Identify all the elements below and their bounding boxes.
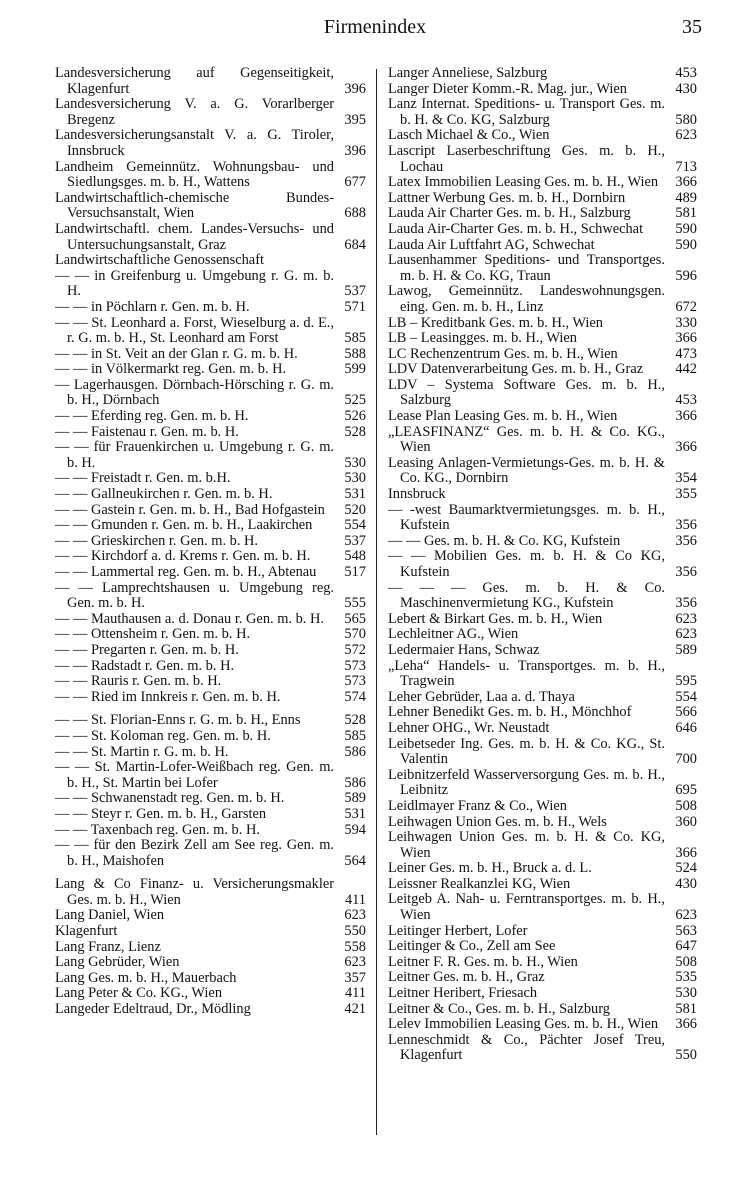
- index-entry: [55, 160, 366, 191]
- index-entry: [388, 206, 697, 222]
- entry-page: 563: [675, 922, 697, 939]
- index-entry: [388, 581, 697, 612]
- index-entry: [55, 877, 366, 908]
- index-entry: [55, 534, 366, 550]
- entry-name: Lanz Internat. Speditions- u. Transport Ges. m. b. H. & Co. KG, Salzburg: [388, 96, 665, 128]
- index-entry: [55, 471, 366, 487]
- index-entry: [55, 838, 366, 869]
- entry-page: 524: [675, 860, 697, 877]
- entry-name: — — Schwanenstadt reg. Gen. m. b. H.: [55, 790, 285, 807]
- index-entry: [55, 222, 366, 253]
- entry-page: 623: [675, 610, 697, 627]
- index-entry: [388, 612, 697, 628]
- index-entry: [55, 760, 366, 791]
- entry-page: 571: [344, 298, 366, 315]
- entry-name: Lehner Benedikt Ges. m. b. H., Mönchhof: [388, 704, 632, 721]
- entry-page: 550: [675, 1047, 697, 1064]
- entry-name: LDV – Systema Software Ges. m. b. H., Salzburg: [388, 376, 665, 409]
- entry-name: Lechleitner AG., Wien: [388, 626, 519, 643]
- entry-name: — — St. Martin-Lofer-Weißbach reg. Gen. m. b. H., St. Martin bei Lofer: [55, 759, 334, 791]
- entry-name: Landesversicherung V. a. G. Vorarlberger Bregenz: [55, 96, 334, 128]
- entry-page: 442: [675, 361, 697, 378]
- entry-name: — — Kirchdorf a. d. Krems r. Gen. m. b. H.: [55, 548, 311, 565]
- index-entry: [388, 1002, 697, 1018]
- index-entry: [55, 97, 366, 128]
- entry-name: — — Radstadt r. Gen. m. b. H.: [55, 657, 235, 674]
- entry-page: 585: [344, 727, 366, 744]
- entry-name: — — Ottensheim r. Gen. m. b. H.: [55, 626, 251, 643]
- entry-name: Landwirtschaftlich-chemische Bundes-Versuchsanstalt, Wien: [55, 189, 334, 222]
- entry-name: Landesversicherung auf Gegenseitigkeit, Klagenfurt: [55, 65, 334, 97]
- entry-page: 672: [675, 298, 697, 315]
- entry-name: Landwirtschaftl. chem. Landes-Versuchs- und Untersuchungsanstalt, Graz: [55, 220, 334, 253]
- entry-name: Leitinger & Co., Zell am See: [388, 938, 556, 955]
- entry-page: 623: [675, 626, 697, 643]
- entry-name: — — Eferding reg. Gen. m. b. H.: [55, 408, 249, 425]
- index-entry: [388, 939, 697, 955]
- entry-name: Lascript Laserbeschriftung Ges. m. b. H., Lochau: [388, 142, 665, 175]
- entry-name: Lease Plan Leasing Ges. m. b. H., Wien: [388, 408, 618, 425]
- entry-page: 453: [675, 65, 697, 81]
- index-entry: [55, 425, 366, 441]
- index-entry: [55, 971, 366, 987]
- index-entry: [388, 238, 697, 254]
- entry-name: — — St. Florian-Enns r. G. m. b. H., Enns: [55, 712, 301, 729]
- index-entry: [388, 861, 697, 877]
- entry-name: Leissner Realkanzlei KG, Wien: [388, 875, 571, 892]
- entry-name: — — Mauthausen a. d. Donau r. Gen. m. b. H.: [55, 610, 324, 627]
- index-entry: [55, 924, 366, 940]
- entry-page: 356: [675, 517, 697, 534]
- entry-page: 570: [344, 626, 366, 643]
- entry-page: 623: [675, 907, 697, 924]
- entry-name: — — für den Bezirk Zell am See reg. Gen. m. b. H., Maishofen: [55, 837, 334, 869]
- entry-page: 623: [675, 127, 697, 144]
- entry-page: 357: [344, 969, 366, 986]
- index-entry: [55, 487, 366, 503]
- entry-name: Lang Peter & Co. KG., Wien: [55, 985, 223, 1002]
- entry-page: 366: [675, 844, 697, 861]
- entry-page: 647: [675, 938, 697, 955]
- entry-page: 590: [675, 236, 697, 253]
- index-entry: [55, 986, 366, 1002]
- entry-page: 355: [675, 486, 697, 503]
- index-entry: [55, 128, 366, 159]
- entry-name: — — Taxenbach reg. Gen. m. b. H.: [55, 821, 260, 838]
- entry-page: 550: [344, 923, 366, 940]
- entry-page: 688: [344, 205, 366, 222]
- index-entry: [55, 791, 366, 807]
- index-entry: [388, 1017, 697, 1033]
- entry-page: 580: [675, 111, 697, 128]
- entry-name: Lauda Air Charter Ges. m. b. H., Salzburg: [388, 205, 631, 222]
- index-entry: [388, 128, 697, 144]
- entry-name: LB – Leasingges. m. b. H., Wien: [388, 330, 578, 347]
- index-entry: [388, 191, 697, 207]
- entry-name: Leitner Heribert, Friesach: [388, 985, 538, 1002]
- index-entry: [388, 66, 697, 82]
- entry-page: 564: [344, 852, 366, 869]
- index-entry: [388, 799, 697, 815]
- entry-name: — — Rauris r. Gen. m. b. H.: [55, 673, 222, 690]
- entry-page: 565: [344, 610, 366, 627]
- index-entry: [55, 549, 366, 565]
- index-entry: [388, 986, 697, 1002]
- entry-page: 528: [344, 423, 366, 440]
- entry-page: 677: [344, 174, 366, 191]
- entry-name: Leiner Ges. m. b. H., Bruck a. d. L.: [388, 860, 592, 877]
- entry-page: 366: [675, 174, 697, 191]
- index-entry: [388, 534, 697, 550]
- entry-page: 525: [344, 392, 366, 409]
- entry-page: 366: [675, 408, 697, 425]
- index-entry: [55, 807, 366, 823]
- entry-page: 695: [675, 782, 697, 799]
- entry-page: 585: [344, 330, 366, 347]
- index-entry: [388, 924, 697, 940]
- index-entry: [388, 877, 697, 893]
- entry-page: 517: [344, 564, 366, 580]
- entry-page: 589: [344, 790, 366, 807]
- entry-page: 537: [344, 283, 366, 300]
- entry-page: 453: [675, 392, 697, 409]
- index-entry: [388, 643, 697, 659]
- entry-name: Lasch Michael & Co., Wien: [388, 127, 550, 144]
- entry-name: Leihwagen Union Ges. m. b. H., Wels: [388, 813, 607, 830]
- index-entry: [55, 955, 366, 971]
- entry-page: 411: [344, 891, 366, 908]
- entry-page: 430: [675, 875, 697, 892]
- entry-name: Lang Ges. m. b. H., Mauerbach: [55, 969, 237, 986]
- index-entry: [388, 705, 697, 721]
- entry-name: Leitner & Co., Ges. m. b. H., Salzburg: [388, 1000, 610, 1017]
- entry-name: — — Gallneukirchen r. Gen. m. b. H.: [55, 486, 273, 503]
- entry-name: Lauda Air Luftfahrt AG, Schwechat: [388, 236, 595, 253]
- entry-name: — — — Ges. m. b. H. & Co. Maschinenvermietung KG., Kufstein: [388, 579, 665, 612]
- entry-page: 411: [344, 985, 366, 1002]
- index-entry: [388, 316, 697, 332]
- entry-name: Lehner OHG., Wr. Neustadt: [388, 719, 550, 736]
- index-entry: [55, 316, 366, 347]
- entry-page: 508: [675, 953, 697, 970]
- index-entry: [55, 362, 366, 378]
- entry-name: LDV Datenverarbeitung Ges. m. b. H., Graz: [388, 361, 644, 378]
- index-entry: [388, 222, 697, 238]
- entry-name: LB – Kreditbank Ges. m. b. H., Wien: [388, 314, 603, 331]
- entry-page: 588: [344, 345, 366, 362]
- index-entry: [388, 144, 697, 175]
- entry-page: 526: [344, 408, 366, 425]
- entry-name: — — für Frauenkirchen u. Umgebung r. G. m. b. H.: [55, 439, 334, 471]
- entry-name: Lebert & Birkart Ges. m. b. H., Wien: [388, 610, 603, 627]
- index-entry: [388, 737, 697, 768]
- entry-name: Landwirtschaftliche Genossenschaft: [55, 252, 264, 269]
- entry-page: 530: [675, 985, 697, 1002]
- entry-page: 581: [675, 205, 697, 222]
- column-divider: [376, 69, 377, 1135]
- index-entry: [388, 503, 697, 534]
- index-entry: [388, 690, 697, 706]
- entry-name: — — Gastein r. Gen. m. b. H., Bad Hofgastein: [55, 501, 325, 518]
- index-entry: [55, 690, 366, 706]
- entry-page: 596: [675, 267, 697, 284]
- entry-page: 581: [675, 1000, 697, 1017]
- entry-page: 595: [675, 673, 697, 690]
- entry-page: 330: [675, 314, 697, 331]
- entry-page: 574: [344, 688, 366, 705]
- entry-page: 554: [675, 688, 697, 705]
- index-entry: [388, 253, 697, 284]
- index-entry: [55, 440, 366, 471]
- index-entry: [55, 713, 366, 729]
- index-entry: [388, 1033, 697, 1064]
- index-entry: [388, 425, 697, 456]
- index-entry: [388, 456, 697, 487]
- entry-page: 555: [344, 595, 366, 612]
- entry-name: „Leha“ Handels- u. Transportges. m. b. H., Tragwein: [388, 657, 665, 690]
- entry-name: — — Freistadt r. Gen. m. b.H.: [55, 470, 231, 487]
- entry-page: 530: [344, 470, 366, 487]
- index-entry: [388, 487, 697, 503]
- index-entry: [55, 565, 366, 581]
- entry-name: — — in Völkermarkt reg. Gen. m. b. H.: [55, 361, 287, 378]
- index-entry: [388, 331, 697, 347]
- page-number: 35: [682, 16, 702, 38]
- index-entry: [388, 768, 697, 799]
- index-entry: [55, 409, 366, 425]
- entry-name: Lang & Co Finanz- u. Versicherungsmakler Ges. m. b. H., Wien: [55, 876, 334, 908]
- entry-page: 599: [344, 361, 366, 378]
- entry-page: 573: [344, 657, 366, 674]
- index-entry: [388, 892, 697, 923]
- index-entry: [55, 729, 366, 745]
- entry-page: 700: [675, 751, 697, 768]
- index-entry: [388, 97, 697, 128]
- entry-page: 366: [675, 439, 697, 456]
- entry-page: 558: [344, 938, 366, 955]
- index-entry: [55, 908, 366, 924]
- entry-page: 537: [344, 532, 366, 549]
- index-entry: [55, 66, 366, 97]
- entry-page: 360: [675, 813, 697, 830]
- entry-name: Lattner Werbung Ges. m. b. H., Dornbirn: [388, 189, 626, 206]
- entry-name: — Lagerhausgen. Dörnbach-Hörsching r. G. m. b. H., Dörnbach: [55, 376, 334, 409]
- entry-page: 554: [344, 517, 366, 534]
- index-entry: [55, 674, 366, 690]
- entry-page: 508: [675, 797, 697, 814]
- index-entry: [55, 253, 366, 269]
- entry-name: Leibetseder Ing. Ges. m. b. H. & Co. KG., St. Valentin: [388, 735, 665, 768]
- left-column: [55, 66, 366, 1018]
- entry-name: — — St. Martin r. G. m. b. H.: [55, 743, 229, 760]
- entry-page: 356: [675, 595, 697, 612]
- entry-page: 594: [344, 821, 366, 838]
- entry-name: — — Grieskirchen r. Gen. m. b. H.: [55, 532, 259, 549]
- index-entry: [55, 300, 366, 316]
- entry-name: — — Ried im Innkreis r. Gen. m. b. H.: [55, 688, 281, 705]
- entry-page: 535: [675, 969, 697, 986]
- entry-page: 430: [675, 80, 697, 97]
- entry-page: 586: [344, 743, 366, 760]
- index-entry: [55, 643, 366, 659]
- index-entry: [55, 1002, 366, 1018]
- entry-name: — — Pregarten r. Gen. m. b. H.: [55, 641, 239, 658]
- entry-name: Leher Gebrüder, Laa a. d. Thaya: [388, 688, 575, 705]
- index-entry: [388, 830, 697, 861]
- entry-name: Leibnitzerfeld Wasserversorgung Ges. m. b. H., Leibnitz: [388, 766, 665, 799]
- index-entry: [55, 378, 366, 409]
- entry-name: Leasing Anlagen-Vermietungs-Ges. m. b. H. & Co. KG., Dornbirn: [388, 454, 665, 487]
- entry-name: Landesversicherungsanstalt V. a. G. Tiroler, Innsbruck: [55, 127, 334, 159]
- index-entry: [388, 549, 697, 580]
- index-entry: [55, 659, 366, 675]
- index-entry: [55, 627, 366, 643]
- entry-page: 528: [344, 712, 366, 729]
- index-entry: [388, 955, 697, 971]
- index-entry: [388, 627, 697, 643]
- entry-name: — — in Greifenburg u. Umgebung r. G. m. b. H.: [55, 267, 334, 300]
- entry-page: 473: [675, 345, 697, 362]
- entry-page: 573: [344, 673, 366, 690]
- index-entry: [388, 175, 697, 191]
- entry-name: — — Lammertal reg. Gen. m. b. H., Abtenau: [55, 564, 317, 580]
- entry-page: 421: [344, 1001, 366, 1018]
- entry-page: 548: [344, 548, 366, 565]
- entry-name: Ledermaier Hans, Schwaz: [388, 641, 540, 658]
- index-entry: [55, 612, 366, 628]
- entry-page: 531: [344, 486, 366, 503]
- entry-name: Latex Immobilien Leasing Ges. m. b. H., Wien: [388, 174, 659, 191]
- entry-name: Leitgeb A. Nah- u. Ferntransportges. m. b. H., Wien: [388, 891, 665, 924]
- entry-name: Leitner Ges. m. b. H., Graz: [388, 969, 545, 986]
- entry-name: Innsbruck: [388, 486, 446, 503]
- entry-name: — — St. Leonhard a. Forst, Wieselburg a. d. E., r. G. m. b. H., St. Leonhard am Forst: [55, 314, 334, 347]
- entry-name: — — Mobilien Ges. m. b. H. & Co KG, Kufstein: [388, 548, 665, 580]
- entry-name: Langeder Edeltraud, Dr., Mödling: [55, 1001, 251, 1018]
- entry-name: Leihwagen Union Ges. m. b. H. & Co. KG, Wien: [388, 829, 665, 861]
- entry-page: 356: [675, 564, 697, 580]
- index-entry: [388, 347, 697, 363]
- entry-page: 366: [675, 1016, 697, 1033]
- entry-name: „LEASFINANZ“ Ges. m. b. H. & Co. KG., Wien: [388, 423, 665, 456]
- entry-page: 623: [344, 907, 366, 924]
- entry-name: Leitinger Herbert, Lofer: [388, 922, 528, 939]
- index-entry: [55, 503, 366, 519]
- entry-name: — — Steyr r. Gen. m. b. H., Garsten: [55, 805, 267, 822]
- entry-page: 684: [344, 236, 366, 253]
- entry-name: Leitner F. R. Ges. m. b. H., Wien: [388, 953, 578, 970]
- entry-name: — — in Pöchlarn r. Gen. m. b. H.: [55, 298, 250, 315]
- index-entry: [55, 269, 366, 300]
- entry-name: Lang Daniel, Wien: [55, 907, 165, 924]
- entry-page: 590: [675, 220, 697, 237]
- entry-name: Lang Franz, Lienz: [55, 938, 161, 955]
- index-entry: [388, 970, 697, 986]
- entry-name: LC Rechenzentrum Ges. m. b. H., Wien: [388, 345, 618, 362]
- index-entry: [55, 518, 366, 534]
- entry-name: Langer Dieter Komm.-R. Mag. jur., Wien: [388, 80, 627, 97]
- index-entry: [388, 409, 697, 425]
- entry-name: — — Faistenau r. Gen. m. b. H.: [55, 423, 239, 440]
- entry-name: Lauda Air-Charter Ges. m. b. H., Schwechat: [388, 220, 644, 237]
- entry-page: 713: [675, 158, 697, 175]
- entry-name: Leidlmayer Franz & Co., Wien: [388, 797, 567, 814]
- entry-page: 356: [675, 532, 697, 549]
- entry-page: 366: [675, 330, 697, 347]
- entry-page: 586: [344, 774, 366, 791]
- entry-page: 396: [344, 80, 366, 97]
- entry-page: 354: [675, 470, 697, 487]
- entry-name: — — Lamprechtshausen u. Umgebung reg. Gen. m. b. H.: [55, 579, 334, 612]
- index-entry: [55, 581, 366, 612]
- index-entry: [388, 721, 697, 737]
- index-entry: [55, 940, 366, 956]
- right-column: [388, 66, 697, 1064]
- index-entry: [55, 347, 366, 363]
- index-entry: [55, 823, 366, 839]
- entry-page: 396: [344, 142, 366, 159]
- index-entry: [388, 815, 697, 831]
- index-entry: [388, 82, 697, 98]
- entry-name: — — Gmunden r. Gen. m. b. H., Laakirchen: [55, 517, 313, 534]
- entry-name: Lang Gebrüder, Wien: [55, 954, 180, 971]
- index-entry: [55, 745, 366, 761]
- entry-page: 646: [675, 719, 697, 736]
- entry-page: 489: [675, 189, 697, 206]
- entry-name: — -west Baumarktvermietungsges. m. b. H., Kufstein: [388, 501, 665, 534]
- entry-name: Lelev Immobilien Leasing Ges. m. b. H., Wien: [388, 1016, 659, 1033]
- index-entry: [388, 362, 697, 378]
- entry-name: — — Ges. m. b. H. & Co. KG, Kufstein: [388, 532, 621, 549]
- entry-page: 530: [344, 454, 366, 471]
- entry-name: Landheim Gemeinnütz. Wohnungsbau- und Siedlungsges. m. b. H., Wattens: [55, 158, 334, 191]
- entry-page: 589: [675, 641, 697, 658]
- entry-page: 395: [344, 111, 366, 128]
- page-title: Firmenindex: [323, 16, 427, 38]
- entry-name: Lenneschmidt & Co., Pächter Josef Treu, Klagenfurt: [388, 1031, 665, 1064]
- entry-name: Klagenfurt: [55, 923, 118, 940]
- entry-name: Lawog, Gemeinnütz. Landeswohnungsgen. eing. Gen. m. b. H., Linz: [388, 283, 665, 315]
- index-entry: [388, 378, 697, 409]
- entry-page: 531: [344, 805, 366, 822]
- entry-page: 566: [675, 704, 697, 721]
- index-entry: [55, 191, 366, 222]
- entry-name: — — St. Koloman reg. Gen. m. b. H.: [55, 727, 271, 744]
- entry-page: 623: [344, 954, 366, 971]
- entry-page: 520: [344, 501, 366, 518]
- entry-name: Lausenhammer Speditions- und Transportges. m. b. H. & Co. KG, Traun: [388, 252, 665, 284]
- index-entry: [388, 659, 697, 690]
- entry-name: — — in St. Veit an der Glan r. G. m. b. H.: [55, 345, 298, 362]
- entry-page: 572: [344, 641, 366, 658]
- entry-name: Langer Anneliese, Salzburg: [388, 65, 548, 81]
- index-entry: [388, 284, 697, 315]
